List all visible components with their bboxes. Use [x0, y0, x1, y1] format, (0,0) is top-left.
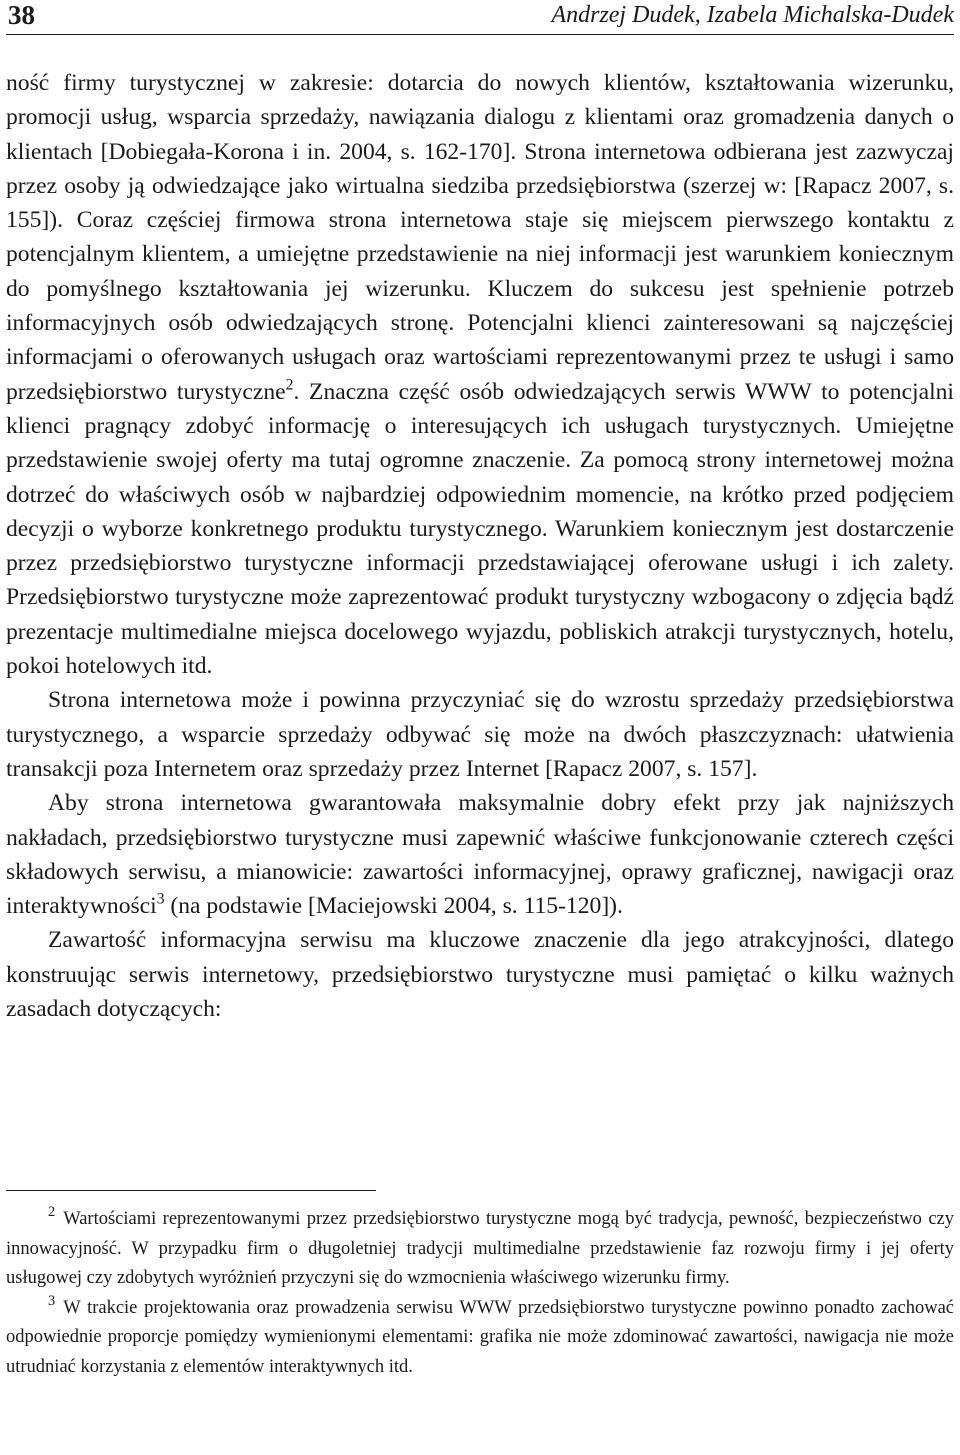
paragraph-3-text-a: Aby strona internetowa gwarantowała maksymalnie dobry efekt przy jak najniższych nakładach, przedsiębiorstwo turystyczne musi zapewnić właściwe funkcjonowanie czterech części składowych serwisu, a mianowicie: zawartości informacyjnej, oprawy graficznej, nawigacji oraz interaktywności [6, 790, 954, 920]
footnote-separator [6, 1190, 376, 1191]
running-head-authors: Andrzej Dudek, Izabela Michalska-Dudek [551, 2, 954, 28]
paragraph-3 [6, 786, 954, 923]
footnote-2-mark: 2 [48, 1204, 56, 1221]
footnotes [6, 1205, 954, 1382]
paragraph-1-text-a: ność firmy turystycznej w zakresie: dotarcia do nowych klientów, kształtowania wizerunku, promocji usług, wsparcia sprzedaży, nawiązania dialogu z klientami oraz gromadzenia danych o klientach [Dobiegała-Korona i in. 2004, s. 162-170]. Strona internetowa odbierana jest zazwyczaj przez osoby ją odwiedzające jako wirtualna siedziba przedsiębiorstwa (szerzej w: [Rapacz 2007, s. 155]). Coraz częściej firmowa strona internetowa staje się miejscem pierwszego kontaktu z potencjalnym klientem, a umiejętne przedstawienie na niej informacji jest warunkiem koniecznym do pomyślnego kształtowania jej wizerunku. Kluczem do sukcesu jest spełnienie potrzeb informacyjnych osób odwiedzających stronę. Potencjalni klienci zainteresowani są najczęściej informacjami o oferowanych usługach oraz wartościami reprezentowanymi przez te usługi i samo przedsiębiorstwo turystyczne [6, 70, 954, 405]
footnote-3 [6, 1294, 954, 1383]
footnote-ref-2[interactable]: 2 [285, 376, 294, 394]
paragraph-1-text-b: . Znaczna część osób odwiedzających serwis WWW to potencjalni klienci pragnący zdobyć informację o interesujących ich usługach turystycznych. Umiejętne przedstawienie swojej oferty ma tutaj ogromne znaczenie. Za pomocą strony internetowej można dotrzeć do właściwych osób w najbardziej odpowiednim momencie, na krótko przed podjęciem decyzji o wyborze konkretnego produktu turystycznego. Warunkiem koniecznym jest dostarczenie przez przedsiębiorstwo turystyczne informacji przedstawiającej oferowane usługi i ich zalety. Przedsiębiorstwo turystyczne może zaprezentować produkt turystyczny wzbogacony o zdjęcia bądź prezentacje multimedialne miejsca docelowego wyjazdu, pobliskich atrakcji turystycznych, hotelu, pokoi hotelowych itd. [6, 378, 954, 680]
paragraph-1 [6, 66, 954, 683]
footnote-3-text: W trakcie projektowania oraz prowadzenia serwisu WWW przedsiębiorstwo turystyczne powinno ponadto zachować odpowiednie proporcje pomiędzy wymienionymi elementami: grafika nie może zdominować zawartości, nawigacja nie może utrudniać korzystania z elementów interaktywnych itd. [6, 1297, 954, 1377]
footnote-2 [6, 1205, 954, 1294]
main-text [6, 66, 954, 1026]
header-rule [6, 34, 954, 35]
footnote-ref-3[interactable]: 3 [156, 890, 165, 908]
paragraph-2: Strona internetowa może i powinna przyczyniać się do wzrostu sprzedaży przedsiębiorstwa turystycznego, a wsparcie sprzedaży odbywać się może na dwóch płaszczyznach: ułatwienia transakcji poza Internetem oraz sprzedaży przez Internet [Rapacz 2007, s. 157]. [6, 687, 954, 782]
page-header [6, 0, 954, 33]
paragraph-3-text-b: (na podstawie [Maciejowski 2004, s. 115-120]). [164, 893, 623, 920]
footnote-3-mark: 3 [48, 1292, 56, 1309]
page-number: 38 [8, 0, 35, 30]
footnote-2-text: Wartościami reprezentowanymi przez przedsiębiorstwo turystyczne mogą być tradycja, pewność, bezpieczeństwo czy innowacyjność. W przypadku firm o długoletniej tradycji multimedialne przedstawienie faz rozwoju firmy i jej oferty usługowej czy zdobytych wyróżnień przyczyni się do wzmocnienia właściwego wizerunku firmy. [6, 1209, 954, 1288]
paragraph-4: Zawartość informacyjna serwisu ma kluczowe znaczenie dla jego atrakcyjności, dlatego konstruując serwis internetowy, przedsiębiorstwo turystyczne musi pamiętać o kilku ważnych zasadach dotyczących: [6, 927, 954, 1023]
